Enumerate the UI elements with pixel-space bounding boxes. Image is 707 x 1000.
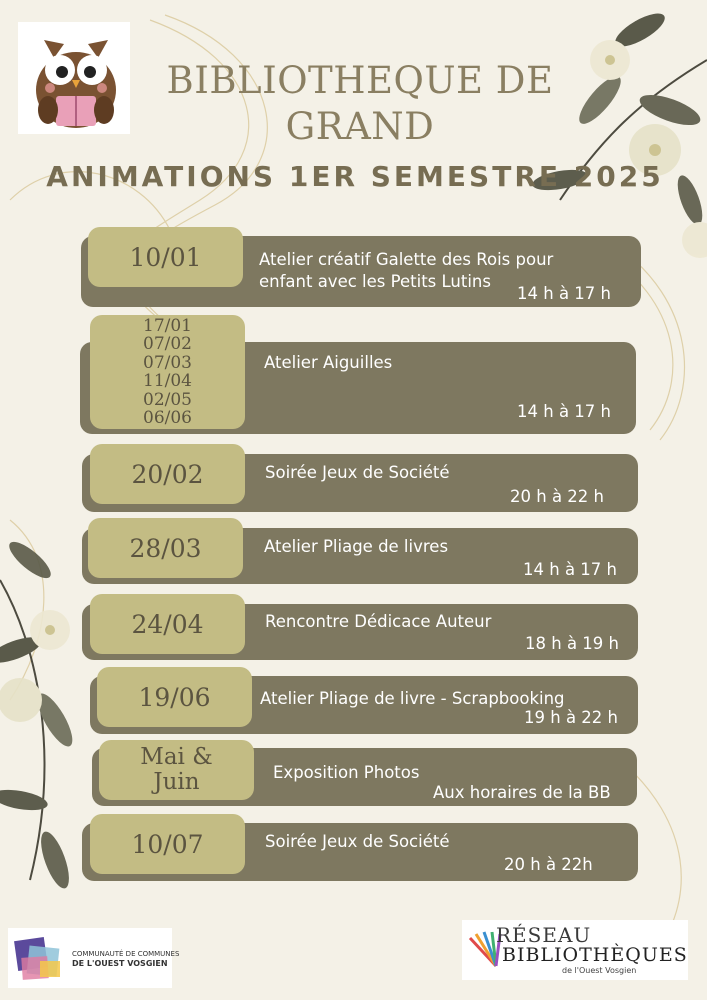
event-date: 06/06 [143, 408, 192, 428]
cc-logo-text [72, 950, 179, 969]
event-date: 10/07 [90, 814, 245, 874]
event-date: 07/03 [143, 352, 192, 373]
event-time: 19 h à 22 h [524, 708, 618, 727]
cc-logo-line-2: DE L'OUEST VOSGIEN [72, 959, 168, 968]
bibliotheques-text: BIBLIOTHÈQUES [502, 944, 688, 966]
event-time: 14 h à 17 h [523, 560, 617, 579]
event-time: 14 h à 17 h [517, 402, 611, 421]
event-title: Atelier Pliage de livres [264, 537, 449, 556]
event-title: Atelier Pliage de livre - Scrapbooking [260, 689, 565, 708]
event-date: 02/05 [143, 389, 192, 410]
event-date [99, 740, 254, 800]
event-title-line-1: Atelier créatif Galette des Rois pour [259, 250, 554, 269]
event-title: Soirée Jeux de Société [265, 463, 450, 482]
reseau-bibliotheques-logo [462, 920, 688, 980]
event-time: 18 h à 19 h [525, 634, 619, 653]
event-date: 28/03 [88, 518, 243, 578]
page-subtitle: ANIMATIONS 1ER SEMESTRE 2025 [46, 160, 664, 193]
page-title [100, 58, 620, 150]
event-date: 17/01 [143, 315, 192, 336]
communaute-communes-logo [8, 928, 180, 988]
event-title-line-2: enfant avec les Petits Lutins [259, 272, 491, 291]
event-title: Exposition Photos [273, 763, 420, 782]
event-date: 11/04 [143, 371, 192, 391]
title-line-2: GRAND [285, 105, 435, 148]
event-date-line-1: Mai & [140, 744, 213, 770]
event-title: Rencontre Dédicace Auteur [265, 612, 492, 631]
event-date: 07/02 [143, 334, 192, 354]
event-time: 20 h à 22h [504, 855, 593, 874]
cc-logo-icon [12, 933, 68, 983]
event-time: Aux horaires de la BB [433, 783, 611, 802]
event-date: 20/02 [90, 444, 245, 504]
foliage-left [0, 536, 79, 891]
event-date: 19/06 [97, 667, 252, 727]
event-date: 24/04 [90, 594, 245, 654]
event-dates [90, 315, 245, 429]
title-line-1: BIBLIOTHEQUE DE [166, 59, 554, 102]
event-time: 20 h à 22 h [510, 487, 604, 506]
event-title: Soirée Jeux de Société [265, 832, 450, 851]
event-date-line-2: Juin [153, 769, 200, 795]
event-time: 14 h à 17 h [517, 284, 611, 303]
event-date: 10/01 [88, 227, 243, 287]
reseau-text: RÉSEAU [496, 923, 592, 947]
ouest-vosgien-text: de l'Ouest Vosgien [562, 966, 637, 975]
cc-logo-line-1: COMMUNAUTÉ DE COMMUNES [72, 950, 180, 958]
event-title: Atelier Aiguilles [264, 353, 393, 372]
